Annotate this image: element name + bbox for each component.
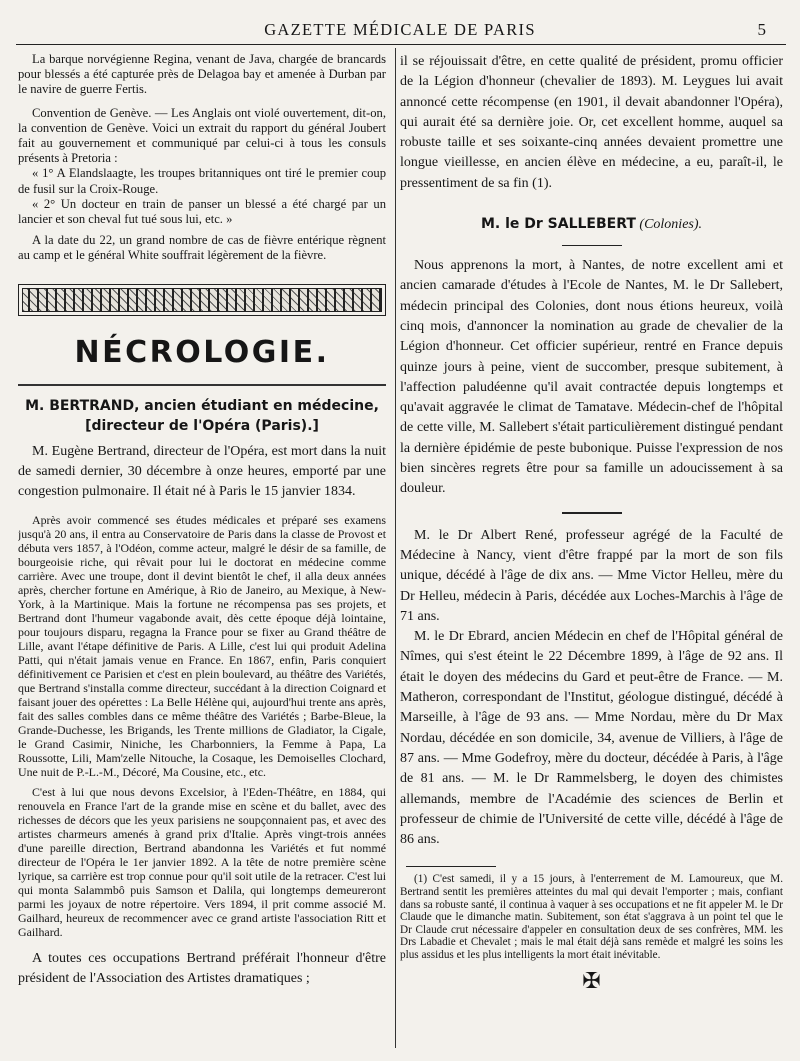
paragraph-regina: La barque norvégienne Regina, venant de Java, chargée de brancards pour blessés a été capturée près de Delagoa bay et amenée à Durban par le navire de guerre Fertis. — [18, 52, 386, 97]
obituary-heading-sallebert — [400, 214, 783, 235]
column-divider — [395, 48, 396, 1048]
left-column — [18, 52, 386, 989]
section-rule — [18, 384, 386, 386]
paragraph-sallebert: Nous apprenons la mort, à Nantes, de notre excellent ami et ancien camarade d'études à l'Ecole de Nantes, M. le Dr Sallebert, médecin principal des Colonies, dont nous étions heureux, voilà cinq mois, d'annoncer la nomination au grade de chevalier de la Légion d'honneur. Cet officier supérieur, rentré en France depuis quinze jours à peine, vient de succomber, presque subitement, à l'affection paludéenne qu'il avait contractée depuis longtemps et qu'avait aggravée le climat de Tamatave. Médecin-chef de l'hôpital de cette ville, M. Sallebert s'était particulièrement distingué pendant la dernière épidémie de peste bubonique. Puisse l'expression de nos bien sincères regrets être pour sa famille un adoucissement à sa douleur. — [400, 258, 783, 497]
obituary-heading-bertrand: M. BERTRAND, ancien étudiant en médecine, — [25, 397, 379, 414]
paragraph-geneve-point-1: « 1° A Elandslaagte, les troupes britanniques ont tiré le premier coup de fusil sur la Croix-Rouge. — [18, 166, 386, 196]
right-column — [400, 52, 783, 992]
running-header — [0, 18, 800, 42]
paragraph-deaths-ebrard: M. le Dr Ebrard, ancien Médecin en chef de l'Hôpital général de Nîmes, qui s'est éteint le 22 Décembre 1899, à l'âge de 92 ans. Il était le doyen des médecins du Gard et peut-être de France. — M. Matheron, correspondant de l'Institut, géologue distingué, décédé à Marseille, à l'âge de 93 ans. — Mme Nordau, mère du Dr Max Nordau, décédée en son domicile, 34, avenue de Villiers, à l'âge de 87 ans. — Mme Godefroy, mère du docteur, décédée à Paris, à l'âge de 81 ans. — M. le Dr Rammelsberg, le doyen des chimistes allemands, membre de l'Académie des sciences de Berlin et professeur de chimie de l'Université de cette ville, décédé à l'âge de 86 ans. — [400, 629, 783, 848]
journal-title: GAZETTE MÉDICALE DE PARIS — [264, 20, 536, 39]
paragraph-deaths-rene-helleu: M. le Dr Albert René, professeur agrégé de la Faculté de Médecine à Nancy, vient d'être frappé par la mort de son fils unique, décédé à l'âge de dix ans. — Mme Victor Helleu, mère du Dr Helleu, médecin à Paris, décédée aux Loches-Marchis à l'âge de 71 ans. — [400, 527, 783, 624]
header-rule — [16, 44, 786, 45]
paragraph-bertrand-intro: M. Eugène Bertrand, directeur de l'Opéra, est mort dans la nuit de samedi dernier, 30 décembre à onze heures, emporté par une congestion pulmonaire. Il était né à Paris le 15 janvier 1834. — [18, 443, 386, 500]
paragraph-fievre: A la date du 22, un grand nombre de cas de fièvre entérique règnent au camp et le général White souffrait légèrement de la fièvre. — [18, 233, 386, 263]
obituary-subheading-bertrand: [directeur de l'Opéra (Paris).] — [85, 417, 319, 434]
heading-rule — [562, 245, 622, 246]
paragraph-bertrand-career: Après avoir commencé ses études médicales et préparé ses examens jusqu'à 20 ans, il entra au Conservatoire de Paris dans la classe de Provost et débuta vers 1857, à l'Odéon, comme acteur, malgré le désir de sa famille, de bourgeoisie riche, qui rêvait pour lui le doctorat en médecine comme carrière. Avec une troupe, dont il devint bientôt le chef, il alla deux années après, chercher fortune en Amérique, à Rio de Janeiro, au Mexique, à New-York, à la Martinique. Mais la fortune ne récompensa pas ses projets, et Bertrand dont l'humeur vagabonde avait, dès cette époque déjà lointaine, pour toujours disparu, regagna la France pour se fixer au Grand théâtre de Lille, avant l'étape définitive de Paris. A Lille, c'est lui qui produit Adelina Patti, qui n'était jamais venue en France. En 1867, enfin, Paris conquiert définitivement ce Parisien et c'est en plein boulevard, au théâtre des Variétés, que Bertrand s'installa comme directeur, succédant à la direction Coignard et faisant jouer des opérettes : La Belle Hélène qui, aujourd'hui trente ans après, fait des salles combles dans ce même théâtre des Variétés ; Barbe-Bleue, la Grande-Duchesse, les Brigands, les Trente millions de Gladiator, la Cigale, le Grand Casimir, Niniche, les Charbonniers, la Femme à Papa, La Roussotte, Lili, Mam'zelle Nitouche, la Cosaque, les Demoiselles Clochard, Une nuit de P.-L.-M., Décoré, Ma Cousine, etc., etc. — [18, 512, 386, 779]
paragraph-geneve-point-2: « 2° Un docteur en train de panser un blessé a été chargé par un lancier et son cheval fut tué sous lui, etc. » — [18, 196, 386, 227]
cross-ornament-icon: ✠ — [582, 967, 601, 992]
footnote-rule — [406, 866, 496, 867]
paragraph-bertrand-association: A toutes ces occupations Bertrand préférait l'honneur d'être président de l'Association des Artistes dramatiques ; — [18, 950, 386, 986]
footnote-bertrand: (1) C'est samedi, il y a 15 jours, à l'enterrement de M. Lamoureux, que M. Bertrand sentit les premières atteintes du mal qui devait l'emporter ; mais, confiant dans sa robuste santé, il continua à vaquer à ses occupations et ne fit appeler M. le Dr Claude que le dimanche matin. Subitement, son état s'aggrava à un point tel que le Dr Claude crut nécessaire d'appeler en consultation deux de ses confrères, MM. les Drs Labadie et Chevalet ; mais le mal était déjà sans remède et malgré les soins les plus assidus et les plus intelligents la mort était inévitable. — [400, 873, 783, 961]
separator-rule — [562, 512, 622, 514]
section-title-necrologie: NÉCROLOGIE. — [74, 334, 330, 370]
decorative-ornament-band — [18, 284, 386, 316]
paragraph-convention-geneve: Convention de Genève. — Les Anglais ont violé ouvertement, dit-on, la convention de Genève. Voici un extrait du rapport du général Joubert fait au gouvernement et communiqué par celui-ci à tous les consuls présents à Pretoria : — [18, 105, 386, 166]
sallebert-name: M. le Dr SALLEBERT — [480, 216, 636, 233]
paragraph-bertrand-continued: il se réjouissait d'être, en cette qualité de président, promu officier de la Légion d'honneur (chevalier de 1893). M. Leygues lui avait annoncé cette récompense (en 1901, il devait abandonner l'Opéra), qui aurait été sa dernière joie. Or, cet excellent homme, auquel sa robuste taille et ses soixante-cinq années devaient promettre une longue vieillesse, en ancien élève en médecine, a eu, paraît-il, le pressentiment de sa fin (1). — [400, 54, 783, 191]
sallebert-affiliation: (Colonies). — [639, 217, 703, 233]
paragraph-bertrand-opera: C'est à lui que nous devons Excelsior, à l'Eden-Théâtre, en 1884, qui renouvela en France l'art de la grande mise en scène et du ballet, avec des richesses de décors que les yeux parisiens ne soupçonnaient pas, et avec des artistes charmeurs amenés à grand prix d'Italie. Après vingt-trois années d'une pareille direction, Bertrand abandonna les Variétés et fut nommé directeur de l'Opéra le 1er janvier 1892. A la tête de notre première scène lyrique, sa carrière est trop connue pour qu'il soit utile de la retracer. C'est lui qui monta Salammbô puis Samson et Dalila, qui longtemps demeureront parmi les joyaux de notre répertoire. Vers 1894, il prit comme associé M. Gailhard, heureux de recommencer avec ce grand artiste l'association Ritt et Gailhard. — [18, 784, 386, 939]
page-number: 5 — [757, 20, 766, 39]
